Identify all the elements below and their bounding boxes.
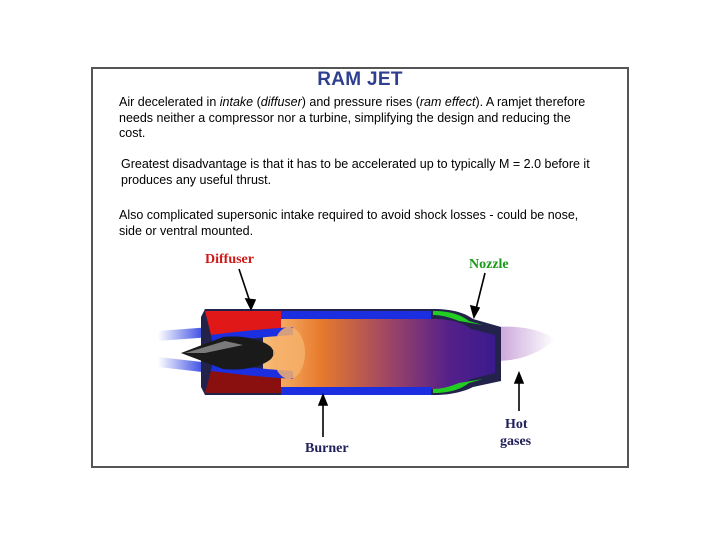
p1-intake: intake [219,95,254,109]
p1-text-d: ). A ramjet therefore needs neither a compressor nor a turbine, simplifying the design and reducing the cost. [119,95,586,140]
slide-title: RAM JET [317,69,403,90]
p1-text-a: Air decelerated in [119,95,220,109]
exhaust-plume [495,327,555,361]
casing-liner-top [281,311,431,319]
paragraph-disadvantage: Greatest disadvantage is that it has to be accelerated up to typically M = 2.0 before it produces any useful thrust. [121,157,590,187]
flame-holder-glow [273,327,305,379]
slide-frame [91,67,629,468]
label-hot: Hot [505,417,528,432]
label-nozzle: Nozzle [469,257,509,272]
label-diffuser: Diffuser [205,252,254,267]
label-burner: Burner [305,441,349,456]
p1-diffuser: diffuser [260,95,302,109]
p1-text-c: ) and pressure rises ( [301,95,420,109]
casing-liner-bottom [281,387,431,395]
paragraph-intake: Also complicated supersonic intake required to avoid shock losses - could be nose, side or ventral mounted. [119,208,579,238]
p1-text-b: ( [253,95,261,109]
label-gases: gases [500,434,532,449]
p1-ram-effect: ram effect [419,95,476,109]
ramjet-diagram [93,69,629,468]
